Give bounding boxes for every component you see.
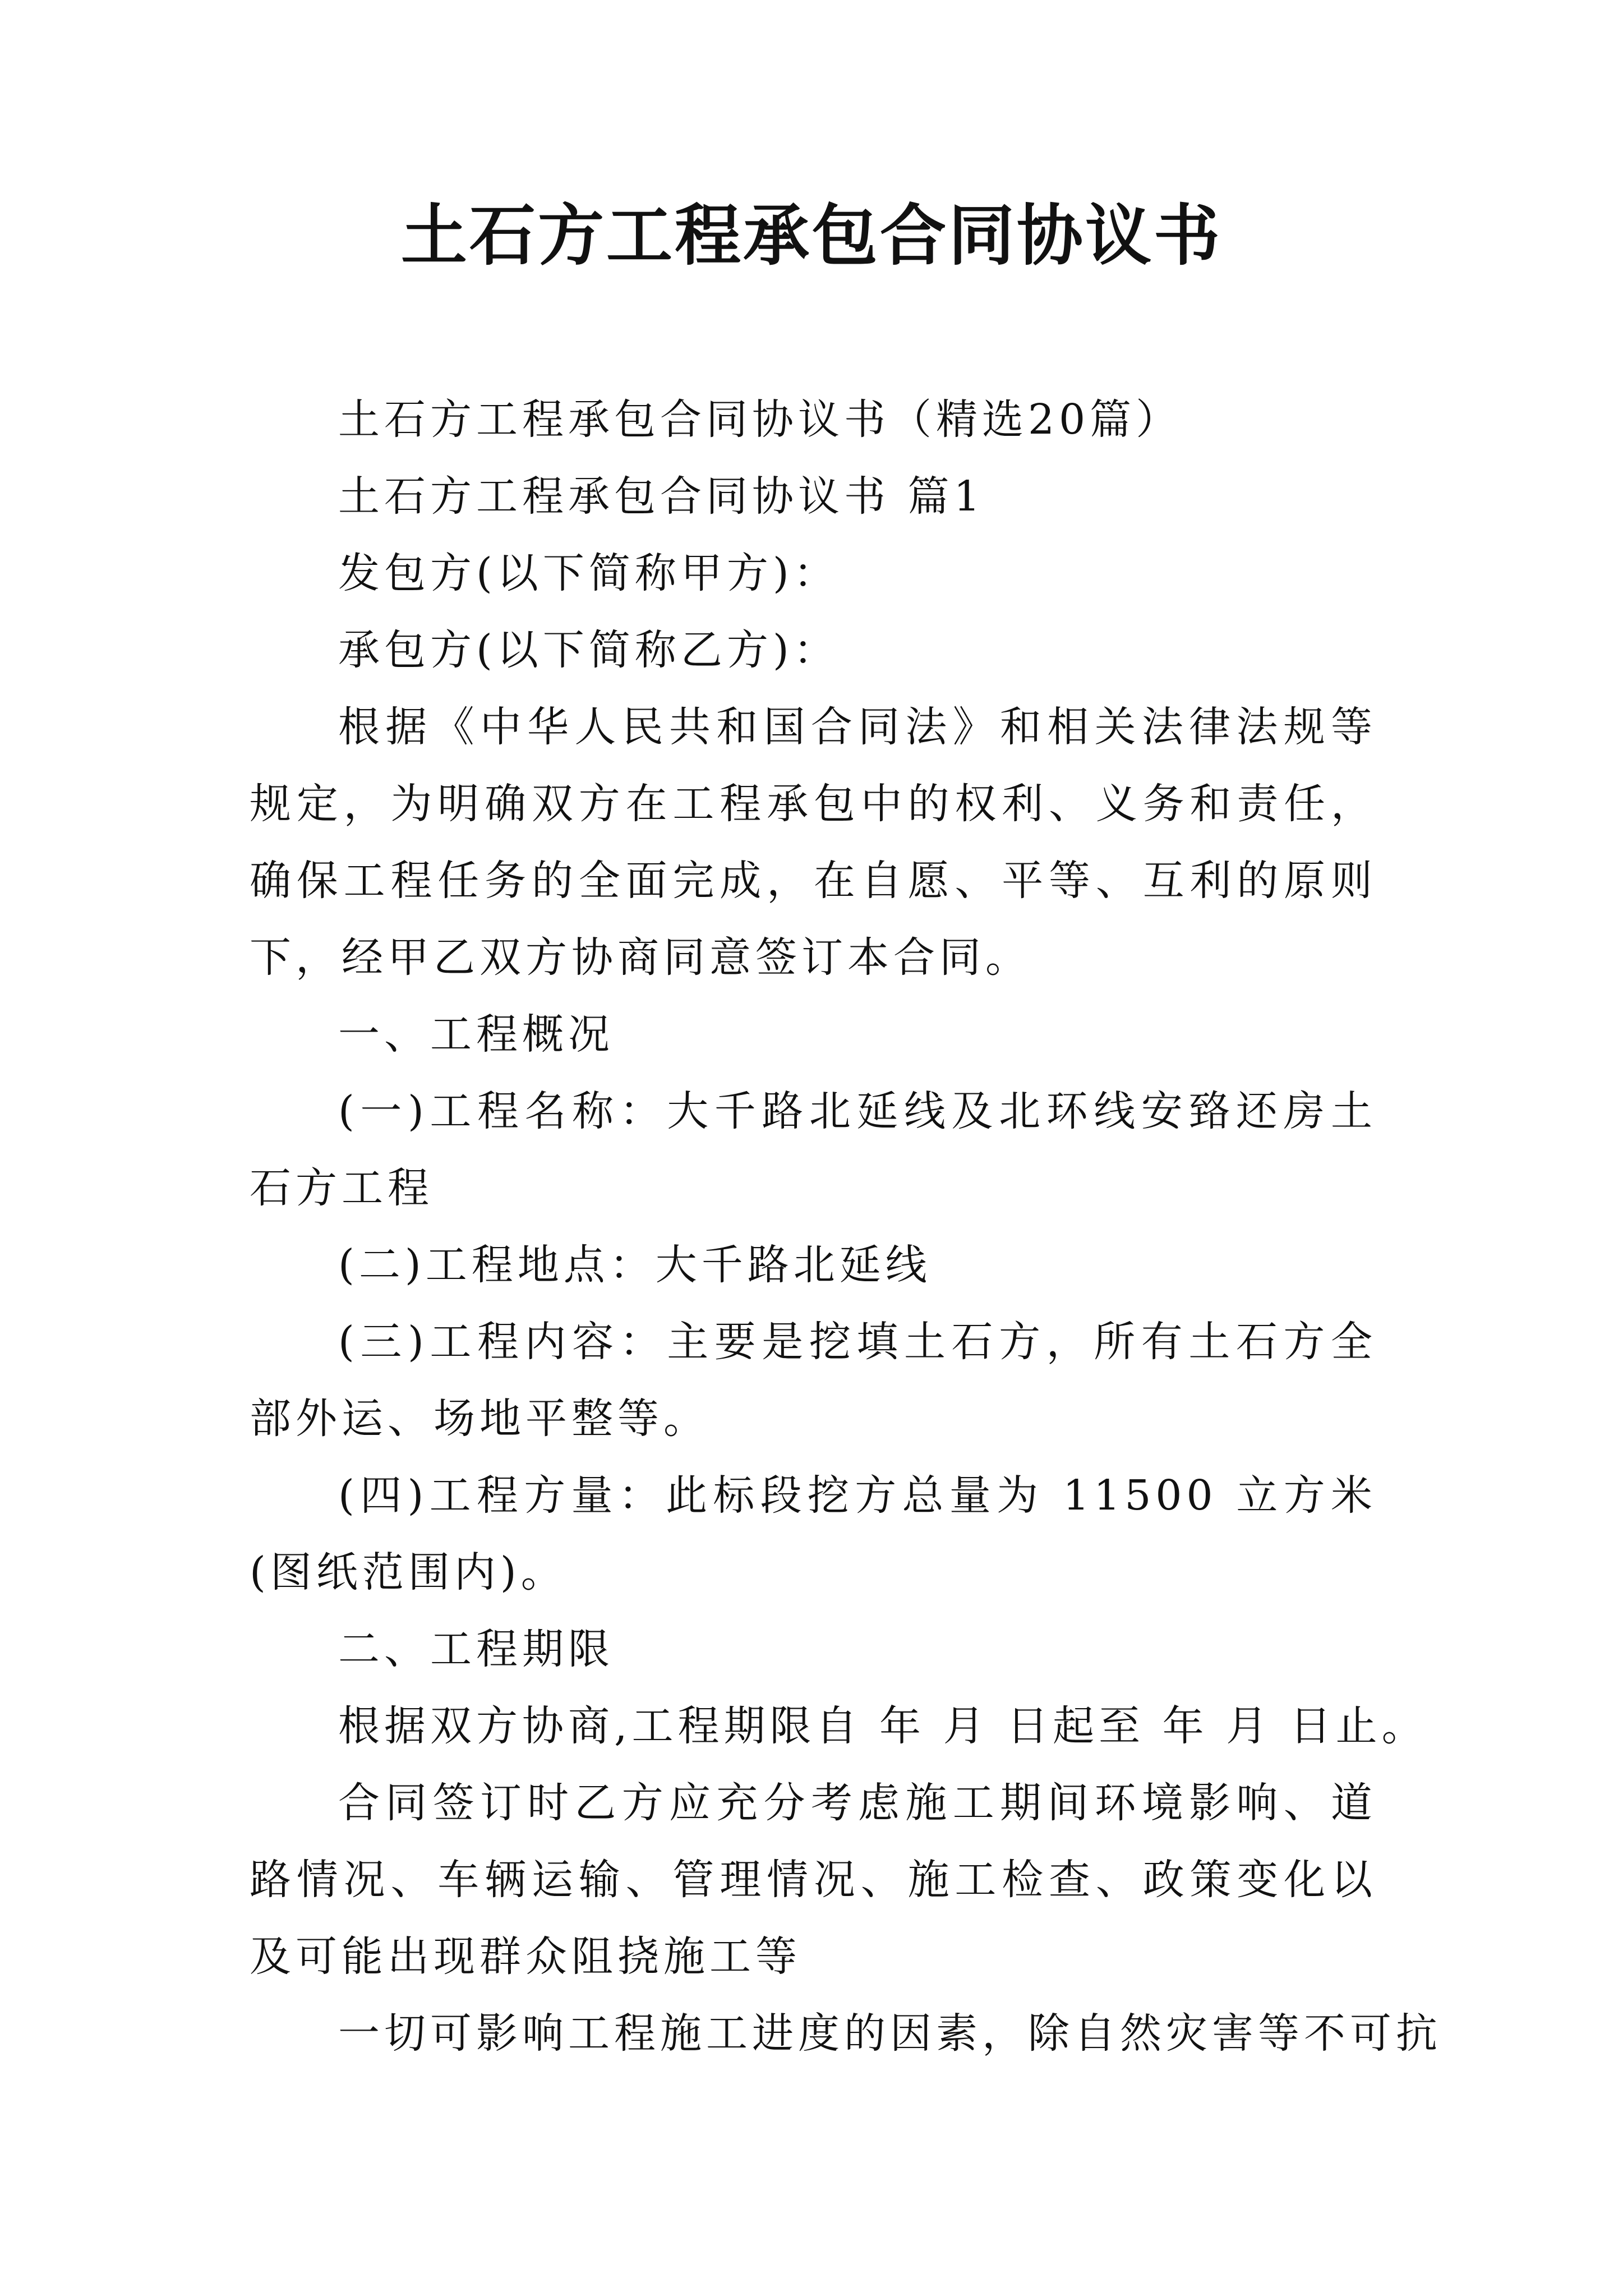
paragraph-considerations: 合同签订时乙方应充分考虑施工期间环境影响、道路情况、车辆运输、管理情况、施工检查、政策变化以及可能出现群众阻挠施工等 xyxy=(250,1779,1377,1981)
paragraph-section-heading: 土石方工程承包合同协议书 篇1 xyxy=(338,472,985,521)
paragraph-heading-overview: 一、工程概况 xyxy=(338,1010,614,1059)
document-body xyxy=(250,381,1442,2072)
paragraph-preamble: 根据《中华人民共和国合同法》和相关法律法规等规定，为明确双方在工程承包中的权利、义务和责任，确保工程任务的全面完成，在自愿、平等、互利的原则下，经甲乙双方协商同意签订本合同。 xyxy=(250,703,1377,982)
paragraph-project-location: (二)工程地点：大千路北延线 xyxy=(338,1241,932,1289)
paragraph-subtitle: 土石方工程承包合同协议书（精选20篇） xyxy=(338,395,1182,444)
paragraph-project-name: (一)工程名称：大千路北延线及北环线安臵还房土石方工程 xyxy=(250,1087,1377,1212)
paragraph-project-volume: (四)工程方量：此标段挖方总量为 11500 立方米(图纸范围内)。 xyxy=(250,1471,1377,1596)
paragraph-period-dates: 根据双方协商,工程期限自 年 月 日起至 年 月 日止。 xyxy=(338,1702,1428,1750)
paragraph-party-a: 发包方(以下简称甲方)： xyxy=(338,549,840,597)
paragraph-project-content: (三)工程内容：主要是挖填土石方，所有土石方全部外运、场地平整等。 xyxy=(250,1318,1377,1443)
paragraph-factors: 一切可影响工程施工进度的因素，除自然灾害等不可抗 xyxy=(338,2009,1442,2058)
document-title: 土石方工程承包合同协议书 xyxy=(400,196,1222,274)
paragraph-heading-period: 二、工程期限 xyxy=(338,1625,614,1673)
paragraph-party-b: 承包方(以下简称乙方)： xyxy=(338,626,840,674)
